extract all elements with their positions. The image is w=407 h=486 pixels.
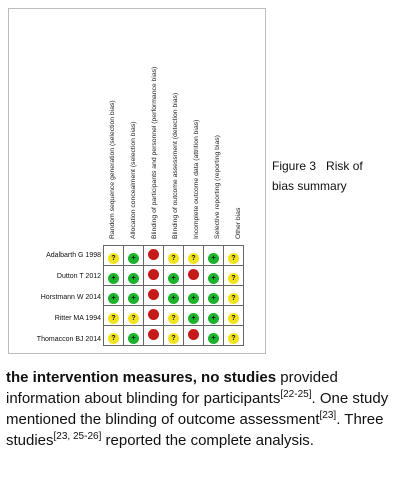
high-risk-dot	[188, 269, 199, 280]
low-risk-dot: +	[108, 273, 119, 284]
grid-cell	[124, 286, 144, 306]
caption-line1: Risk of	[326, 159, 363, 173]
unclear-risk-dot: ?	[108, 253, 119, 264]
low-risk-dot: +	[188, 313, 199, 324]
grid-cell	[144, 306, 164, 326]
grid-cell	[204, 326, 224, 346]
high-risk-dot	[148, 329, 159, 340]
high-risk-dot	[148, 249, 159, 260]
unclear-risk-dot: ?	[108, 333, 119, 344]
paragraph-text-2: . One study mentioned the blinding of outcome assessment	[6, 390, 389, 428]
column-header: Random sequence generation (selection bias)	[109, 100, 116, 239]
unclear-risk-dot: ?	[108, 313, 119, 324]
low-risk-dot: +	[168, 273, 179, 284]
study-label: Horstmann W 2014	[40, 294, 101, 301]
low-risk-dot: +	[168, 293, 179, 304]
grid-cell	[144, 246, 164, 266]
unclear-risk-dot: ?	[168, 333, 179, 344]
unclear-risk-dot: ?	[228, 333, 239, 344]
low-risk-dot: +	[188, 293, 199, 304]
risk-of-bias-figure	[8, 8, 266, 354]
grid-row	[104, 286, 244, 306]
low-risk-dot: +	[128, 333, 139, 344]
study-label: Ritter MA 1994	[54, 315, 101, 322]
paragraph-text-3: . Three studies	[6, 411, 384, 449]
grid-row	[104, 306, 244, 326]
grid-cell	[164, 266, 184, 286]
grid-cell	[204, 306, 224, 326]
grid-row	[104, 326, 244, 346]
high-risk-dot	[148, 309, 159, 320]
unclear-risk-dot: ?	[168, 253, 179, 264]
low-risk-dot: +	[208, 313, 219, 324]
citation-2[interactable]: [23]	[319, 410, 337, 421]
column-header: Incomplete outcome data (attrition bias)	[193, 119, 200, 239]
grid-cell	[144, 286, 164, 306]
grid-cell	[104, 266, 124, 286]
unclear-risk-dot: ?	[228, 293, 239, 304]
study-label: Adalbarth G 1998	[46, 252, 101, 259]
grid-cell	[144, 326, 164, 346]
low-risk-dot: +	[208, 273, 219, 284]
grid-row	[104, 266, 244, 286]
caption-line2: bias summary	[272, 179, 347, 193]
unclear-risk-dot: ?	[228, 273, 239, 284]
study-label: Dutton T 2012	[56, 273, 101, 280]
grid-cell	[204, 286, 224, 306]
column-header: Selective reporting (reporting bias)	[214, 135, 221, 239]
low-risk-dot: +	[208, 293, 219, 304]
grid-cell	[104, 286, 124, 306]
grid-cell	[104, 326, 124, 346]
grid-cell	[124, 326, 144, 346]
risk-of-bias-grid	[103, 245, 244, 346]
grid-cell	[224, 246, 244, 266]
grid-cell	[104, 246, 124, 266]
high-risk-dot	[148, 269, 159, 280]
grid-cell	[104, 306, 124, 326]
grid-cell	[184, 306, 204, 326]
grid-cell	[164, 326, 184, 346]
grid-cell	[184, 326, 204, 346]
grid-cell	[184, 286, 204, 306]
grid-cell	[204, 266, 224, 286]
low-risk-dot: +	[128, 273, 139, 284]
citation-3[interactable]: [23, 25-26]	[53, 431, 102, 442]
low-risk-dot: +	[108, 293, 119, 304]
grid-cell	[224, 306, 244, 326]
column-header: Blinding of outcome assessment (detection bias)	[172, 92, 179, 239]
low-risk-dot: +	[208, 333, 219, 344]
column-header: Blinding of participants and personnel (performance bias)	[151, 66, 158, 239]
grid-cell	[124, 246, 144, 266]
grid-cell	[164, 246, 184, 266]
grid-cell	[224, 326, 244, 346]
unclear-risk-dot: ?	[188, 253, 199, 264]
body-paragraph	[6, 367, 402, 451]
grid-cell	[224, 286, 244, 306]
study-label: Thomaccon BJ 2014	[36, 336, 101, 343]
grid-cell	[164, 306, 184, 326]
high-risk-dot	[148, 289, 159, 300]
grid-cell	[184, 266, 204, 286]
high-risk-dot	[188, 329, 199, 340]
unclear-risk-dot: ?	[228, 313, 239, 324]
low-risk-dot: +	[128, 253, 139, 264]
grid-row	[104, 246, 244, 266]
grid-cell	[224, 266, 244, 286]
grid-cell	[124, 306, 144, 326]
column-header: Allocation concealment (selection bias)	[130, 121, 137, 239]
grid-cell	[184, 246, 204, 266]
unclear-risk-dot: ?	[228, 253, 239, 264]
unclear-risk-dot: ?	[128, 313, 139, 324]
paragraph-text-1: provided information about blinding for participants	[6, 369, 338, 407]
low-risk-dot: +	[128, 293, 139, 304]
paragraph-text-4: reported the complete analysis.	[101, 432, 314, 449]
column-header: Other bias	[235, 207, 242, 239]
low-risk-dot: +	[208, 253, 219, 264]
unclear-risk-dot: ?	[168, 313, 179, 324]
paragraph-bold-start: the intervention measures, no studies	[6, 369, 277, 386]
citation-1[interactable]: [22-25]	[280, 389, 312, 400]
grid-cell	[204, 246, 224, 266]
grid-cell	[124, 266, 144, 286]
grid-cell	[164, 286, 184, 306]
grid-cell	[144, 266, 164, 286]
figure-caption	[272, 156, 363, 196]
caption-number: Figure 3	[272, 159, 317, 173]
